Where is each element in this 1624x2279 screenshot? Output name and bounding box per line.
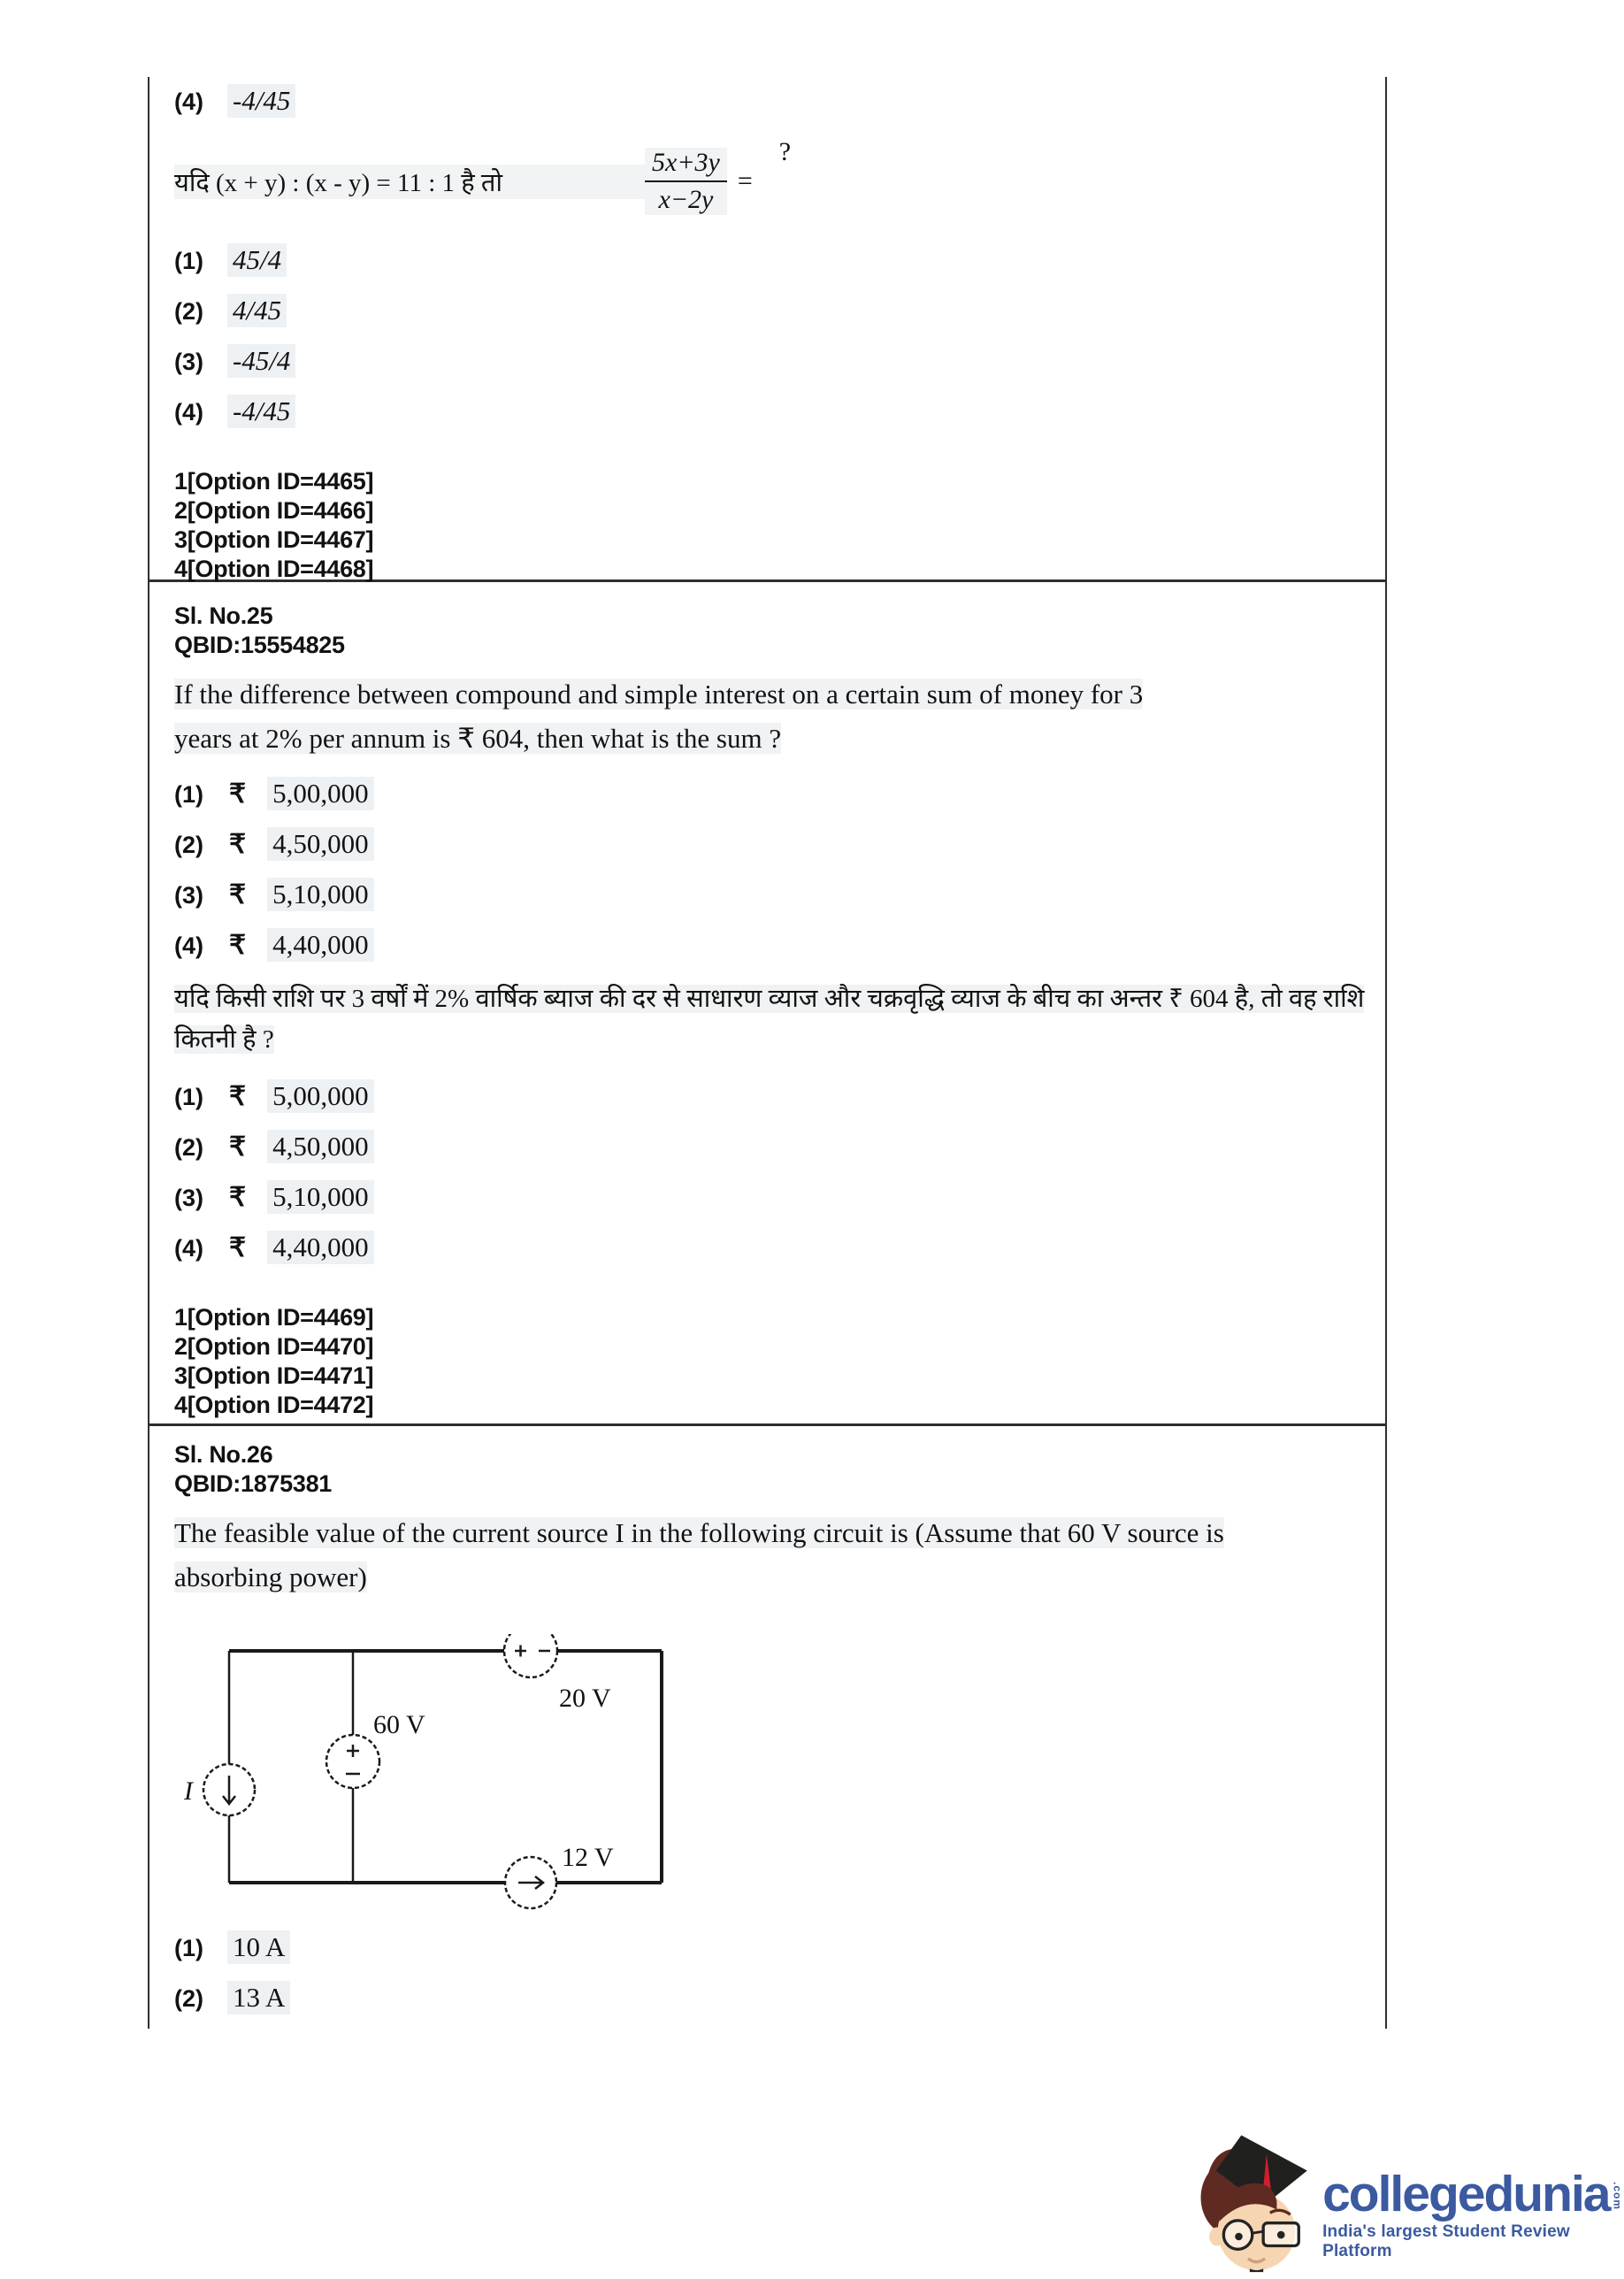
options-list [174,243,1385,428]
option-id: 3[Option ID=4467] [174,526,374,553]
option-value: -45/4 [227,344,295,378]
option-row [174,344,1385,378]
option-row [174,928,1385,962]
v60-label: 60 V [373,1710,425,1739]
fraction-denominator: x−2y [658,185,714,214]
option-row [174,777,1385,810]
hindi-prompt-text: यदि (x + y) : (x - y) = 11 : 1 है तो [174,165,645,199]
option-value: 4,40,000 [267,928,374,962]
option-id: 3[Option ID=4471] [174,1362,374,1389]
option-label: (2) [174,298,203,325]
option-label: (4) [174,932,203,959]
serial-number: Sl. No.26 [174,1441,273,1468]
option-id: 2[Option ID=4470] [174,1333,374,1360]
rupee-symbol: ₹ [229,1183,247,1212]
option-label: (4) [174,1235,203,1262]
option-label: (2) [174,832,203,858]
option-row [174,243,1385,277]
option-row [174,1180,1385,1214]
option-label: (3) [174,349,203,375]
option-label: (1) [174,1935,203,1961]
option-label: (3) [174,882,203,909]
option-label: (2) [174,1985,203,2012]
option-label: (2) [174,1134,203,1161]
option-row [174,1981,290,2014]
option-value: -4/45 [227,84,295,118]
serial-number: Sl. No.25 [174,602,273,629]
equals-sign: = [737,166,753,196]
question-text-english [174,1511,1293,1600]
option-row [174,827,1385,861]
option-label: (1) [174,1084,203,1110]
rupee-symbol: ₹ [229,1082,247,1111]
collegedunia-logo [1192,2123,1624,2275]
option-row [174,395,1385,428]
mascot-graduate-icon [1192,2123,1321,2275]
option-label: (4) [174,88,203,115]
fraction [645,148,727,215]
option-label: (1) [174,248,203,274]
option-row [174,84,1385,118]
fraction-numerator: 5x+3y [645,148,727,182]
voltage-source-20v-icon [504,1634,557,1677]
question-text-english [174,672,1191,761]
option-row [174,878,1385,911]
option-value: 4,50,000 [267,1130,374,1163]
qbid: QBID:15554825 [174,632,345,658]
option-label: (3) [174,1185,203,1211]
rupee-symbol: ₹ [229,880,247,909]
option-id: 2[Option ID=4466] [174,497,374,524]
option-row [174,1930,290,1964]
options-list-english [174,777,1385,962]
question-24-tail-row [149,77,1385,582]
rupee-symbol: ₹ [229,1132,247,1162]
question-text-hindi [174,978,1385,1063]
option-id: 4[Option ID=4472] [174,1392,374,1418]
rupee-symbol: ₹ [229,779,247,809]
option-value: 5,10,000 [267,1180,374,1214]
brand-tagline: India's largest Student Review Platform [1322,2222,1570,2260]
option-label: (4) [174,399,203,426]
option-id: 1[Option ID=4469] [174,1304,374,1331]
option-id: 4[Option ID=4468] [174,556,374,582]
option-row [174,294,1385,327]
option-value: 4,50,000 [267,827,374,861]
option-value: 10 A [227,1930,290,1964]
option-value: 4,40,000 [267,1231,374,1264]
option-id-list [174,467,1385,584]
question-table [148,77,1387,2029]
logo-text [1322,2123,1624,2261]
rupee-symbol: ₹ [229,830,247,859]
option-id-list [174,1303,1385,1420]
options-list [174,1930,290,2031]
option-id: 1[Option ID=4465] [174,468,374,495]
brand-domain: .com [1611,2182,1624,2211]
option-value: 5,10,000 [267,878,374,911]
option-value: -4/45 [227,395,295,428]
option-row [174,1079,1385,1113]
option-row [174,1231,1385,1264]
current-source-label: I [184,1776,193,1806]
question-mark: ? [778,137,792,166]
rupee-symbol: ₹ [229,1233,247,1262]
option-value: 45/4 [227,243,287,277]
v12-label: 12 V [562,1843,614,1872]
v20-label: 20 V [559,1684,611,1713]
question-text: The feasible value of the current source I in the following circuit is (Assume that 60 V source is absorbing power) [174,1517,1224,1592]
question-24-hindi-equation [174,135,1385,227]
circuit-diagram [168,1634,716,1926]
option-row [174,1130,1385,1163]
question-25-row [149,582,1385,1426]
option-value: 5,00,000 [267,777,374,810]
question-text: यदि किसी राशि पर 3 वर्षों में 2% वार्षिक ब्याज की दर से साधारण व्याज और चक्रवृद्धि व्याज के बीच का अन्तर ₹ 604 है, तो वह राशि कितनी है ? [174,985,1365,1054]
option-value: 13 A [227,1981,290,2014]
question-26-row [149,1426,1385,2029]
option-value: 5,00,000 [267,1079,374,1113]
rupee-symbol: ₹ [229,931,247,960]
voltage-source-60v-icon [326,1735,379,1788]
option-label: (1) [174,781,203,808]
brand-name: collegedunia [1322,2166,1610,2222]
qbid: QBID:1875381 [174,1470,333,1497]
option-value: 4/45 [227,294,287,327]
options-list-hindi [174,1079,1385,1264]
question-text: If the difference between compound and simple interest on a certain sum of money for 3 years at 2% per annum is ₹ 604, then what is the sum ? [174,679,1144,754]
